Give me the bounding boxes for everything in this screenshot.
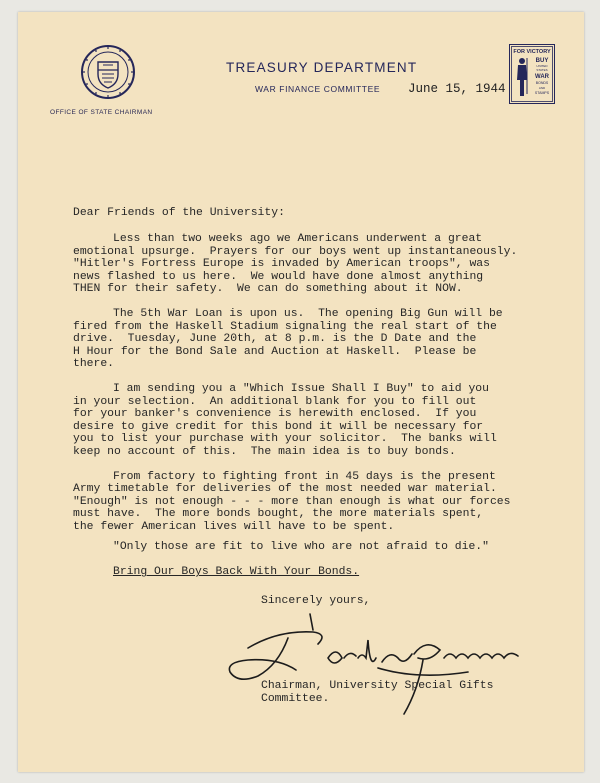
letter-page	[18, 12, 584, 772]
text-line: for your banker's convenience is herewith enclosed. If you	[73, 408, 477, 421]
text-line: emotional upsurge. Prayers for our boys went up instantaneously.	[73, 245, 518, 258]
stamp-united: UNITED	[536, 64, 548, 68]
text-line: there.	[73, 358, 115, 371]
signer-title-line-2: Committee.	[261, 693, 330, 705]
salutation: Dear Friends of the University:	[73, 207, 285, 219]
signer-title-line-1: Chairman, University Special Gifts	[261, 680, 494, 692]
committee-label: WAR FINANCE COMMITTEE	[255, 84, 381, 94]
text-line: I am sending you a "Which Issue Shall I Buy" to aid you	[113, 383, 489, 396]
slogan-text: Bring Our Boys Back With Your Bonds.	[113, 566, 360, 579]
text-line: fired from the Haskell Stadium signaling the real start of the	[73, 320, 497, 333]
stamp-buy: BUY	[535, 58, 549, 64]
text-line: The 5th War Loan is upon us. The opening Big Gun will be	[113, 308, 503, 321]
text-line: From factory to fighting front in 45 days is the present	[113, 470, 496, 483]
paragraph-4	[73, 471, 563, 533]
stamp-states: STATES	[536, 68, 548, 72]
letter-date: June 15, 1944	[408, 82, 506, 96]
paragraph-1	[73, 233, 563, 295]
letter-body	[73, 207, 563, 579]
office-label: OFFICE OF STATE CHAIRMAN	[50, 109, 153, 116]
paragraph-2	[73, 308, 563, 370]
text-line: "Enough" is not enough - - - more than enough is what our forces	[73, 495, 511, 508]
text-line: H Hour for the Bond Sale and Auction at Haskell. Please be	[73, 345, 477, 358]
text-line: the fewer American lives will have to be spent.	[73, 520, 395, 533]
stamp-stamps: STAMPS	[534, 91, 550, 95]
text-line: must have. The more bonds bought, the more materials spent,	[73, 508, 484, 521]
text-line: THEN for their safety. We can do something about it NOW.	[73, 283, 463, 296]
text-line: drive. Tuesday, June 20th, at 8 p.m. is the D Date and the	[73, 333, 477, 346]
text-line: desire to give credit for this bond it will be necessary for	[73, 420, 484, 433]
stamp-top-text: FOR VICTORY	[513, 49, 551, 55]
text-line: news flashed to us here. We would have done almost anything	[73, 270, 484, 283]
text-line: in your selection. An additional blank for you to fill out	[73, 395, 477, 408]
stamp-war: WAR	[535, 74, 549, 80]
stamp-bonds: BONDS	[535, 81, 549, 85]
text-line: Less than two weeks ago we Americans underwent a great	[113, 233, 483, 246]
text-line: keep no account of this. The main idea is to buy bonds.	[73, 445, 456, 458]
department-title: TREASURY DEPARTMENT	[226, 60, 418, 75]
treasury-seal-icon	[80, 44, 136, 100]
text-line: you to list your purchase with your solicitor. The banks will	[73, 433, 497, 446]
war-bonds-stamp	[509, 44, 555, 104]
text-line: Army timetable for deliveries of the most needed war material.	[73, 483, 497, 496]
slogan	[73, 566, 563, 578]
closing: Sincerely yours,	[261, 595, 371, 607]
paragraph-3	[73, 383, 563, 457]
quote-line: "Only those are fit to live who are not afraid to die."	[113, 540, 489, 553]
stamp-and: AND	[538, 86, 546, 90]
signer-title	[261, 680, 493, 706]
text-line: "Hitler's Fortress Europe is invaded by American troops", was	[73, 258, 490, 271]
